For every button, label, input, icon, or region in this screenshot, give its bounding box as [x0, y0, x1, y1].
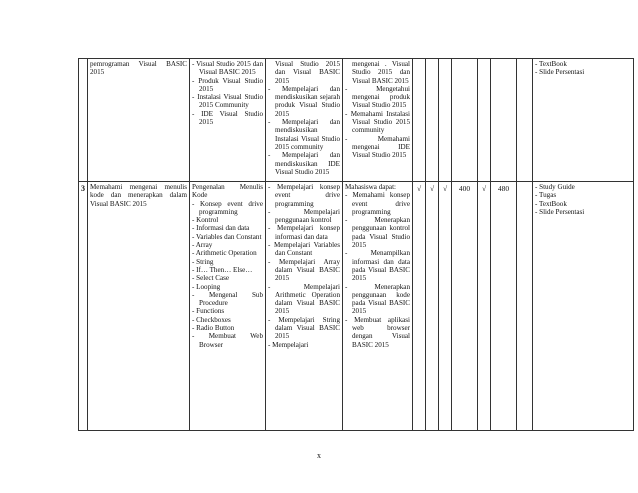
activities-list: [268, 60, 340, 176]
list-item: - IDE Visual Studio 2015: [192, 110, 263, 127]
list-item: - Slide Persentasi: [535, 68, 631, 76]
list-item: - Array: [192, 241, 263, 249]
list-item: - Functions: [192, 307, 263, 315]
activities-cell: [266, 182, 343, 431]
check-cell: [517, 182, 533, 431]
row-number: [79, 182, 88, 431]
list-item: - Mempelajari penggunaan kontrol: [268, 208, 340, 225]
list-item: - Study Guide: [535, 183, 631, 191]
resources-cell: [533, 182, 634, 431]
check-cell: [478, 182, 491, 431]
list-item: - Mempelajari Array dalam Visual BASIC 2015: [268, 258, 340, 283]
list-item: - Mempelajari Variables dan Constant: [268, 241, 340, 258]
check-cell: [426, 182, 439, 431]
resources-list: [535, 183, 631, 216]
resources-cell: [533, 59, 634, 182]
list-item: - Mempelajari dan mendiskusikan Instalasi Visual Studio 2015 community: [268, 118, 340, 151]
list-item: - Tugas: [535, 191, 631, 199]
check-value: 480: [497, 184, 510, 193]
check-cell: [517, 59, 533, 182]
list-item: - Visual Studio 2015 dan Visual BASIC 2015: [192, 60, 263, 77]
list-item: - Menampilkan informasi dan data pada Visual BASIC 2015: [345, 249, 410, 282]
row-number: [79, 59, 88, 182]
list-item: - Mengenal Sub Procedure: [192, 291, 263, 308]
table-row: [79, 182, 634, 431]
list-item: - Looping: [192, 283, 263, 291]
list-item: - Produk Visual Studio 2015: [192, 77, 263, 94]
list-item: - Memahami Instalasi Visual Studio 2015 community: [345, 110, 410, 135]
outcomes-list: [345, 191, 410, 349]
list-item: - Menerapkan penggunaan kode pada Visual BASIC 2015: [345, 283, 410, 316]
list-item: - Menerapkan penggunaan kontrol pada Visual Studio 2015: [345, 216, 410, 249]
list-item: - Radio Button: [192, 324, 263, 332]
list-item: - Variables dan Constant: [192, 233, 263, 241]
list-item: - Mempelajari konsep event drive programming: [268, 183, 340, 208]
check-cell: [478, 59, 491, 182]
list-item: - TextBook: [535, 200, 631, 208]
check-value: √: [429, 184, 435, 193]
outcomes-cell: [343, 182, 413, 431]
check-cell: [439, 59, 452, 182]
activities-list: [268, 183, 340, 349]
competency-cell: [88, 59, 190, 182]
list-item: - TextBook: [535, 60, 631, 68]
competency-text: Memahami mengenai menulis kode dan menerapkan dalam Visual BASIC 2015: [90, 183, 187, 208]
check-cell: [491, 182, 517, 431]
list-item: - Membuat Web Browser: [192, 332, 263, 349]
competency-cell: [88, 182, 190, 431]
resources-list: [535, 60, 631, 77]
list-item: - Mempelajari dan mendiskusikan sejarah produk Visual Studio 2015: [268, 85, 340, 118]
syllabus-table: [78, 58, 634, 431]
list-item: - Mempelajari: [268, 341, 340, 349]
check-cell: [491, 59, 517, 182]
list-item: mengenai . Visual Studio 2015 dan Visual BASIC 2015: [352, 60, 410, 85]
check-cell: [452, 182, 478, 431]
list-item: - Checkboxes: [192, 316, 263, 324]
list-item: - Mengetahui mengenai produk Visual Studio 2015: [345, 85, 410, 110]
list-item: - Informasi dan data: [192, 224, 263, 232]
list-item: - Kontrol: [192, 216, 263, 224]
check-value: √: [442, 184, 448, 193]
check-cell: [426, 59, 439, 182]
list-item: - Arithmetic Operation: [192, 249, 263, 257]
list-item: - Mempelajari String dalam Visual BASIC 2015: [268, 316, 340, 341]
material-list: [192, 200, 263, 349]
page-number: x: [317, 451, 321, 460]
outcomes-heading: Mahasiswa dapat:: [345, 183, 397, 191]
activities-cell: [266, 59, 343, 182]
competency-text: pemrograman Visual BASIC 2015: [90, 60, 187, 77]
list-item: - Mempelajari dan mendiskusikan IDE Visual Studio 2015: [268, 151, 340, 176]
check-cell: [452, 59, 478, 182]
list-item: - Mempelajari Arithmetic Operation dalam Visual BASIC 2015: [268, 283, 340, 316]
material-list: [192, 60, 263, 126]
row-number-text: 3: [81, 184, 85, 193]
check-cell: [439, 182, 452, 431]
table-row: [79, 59, 634, 182]
list-item: - Mempelajari konsep informasi dan data: [268, 224, 340, 241]
list-item: - String: [192, 258, 263, 266]
check-cell: [413, 182, 426, 431]
list-item: - Slide Persentasi: [535, 208, 631, 216]
check-value: √: [416, 184, 422, 193]
material-cell: [190, 182, 266, 431]
outcomes-list: [345, 60, 410, 160]
check-cell: [413, 59, 426, 182]
outcomes-cell: [343, 59, 413, 182]
list-item: Visual Studio 2015 dan Visual BASIC 2015: [275, 60, 340, 85]
list-item: - Select Case: [192, 274, 263, 282]
list-item: - Instalasi Visual Studio 2015 Community: [192, 93, 263, 110]
list-item: - Memahami mengenai IDE Visual Studio 2015: [345, 135, 410, 160]
material-cell: [190, 59, 266, 182]
check-value: 400: [458, 184, 471, 193]
list-item: - Konsep event drive programming: [192, 200, 263, 217]
material-heading: Pengenalan Menulis Kode: [192, 183, 263, 200]
list-item: - If… Then… Else…: [192, 266, 263, 274]
list-item: - Membuat aplikasi web browser dengan Visual BASIC 2015: [345, 316, 410, 349]
check-value: √: [481, 184, 487, 193]
list-item: - Memahami konsep event drive programming: [345, 191, 410, 216]
